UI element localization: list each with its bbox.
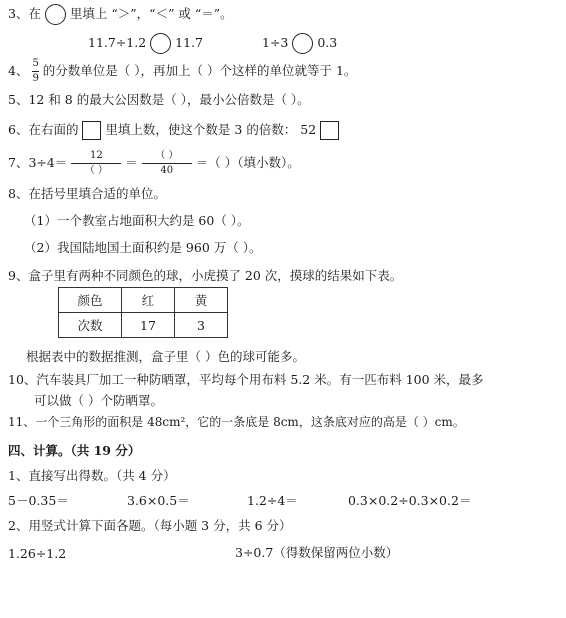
table-row [59,313,228,338]
q8-item-2: （2）我国陆地国土面积约是 960 万（ ）。 [24,240,262,255]
q4-text: 的分数单位是（ ），再加上（ ）个这样的单位就等于 1。 [42,63,357,78]
q4-prefix: 4、 [8,63,29,78]
s4q2-title: 2、用竖式计算下面各题。（每小题 3 分，共 6 分） [8,518,292,533]
q7-line: 7、3÷4＝ $\frac{12}{( )}$ ＝ $\frac{( )}{40}$ ＝（ ）（填小数）。 [8,150,300,176]
q7-f2-denominator: 40 [160,165,174,176]
q5-line: 5、12 和 8 的最大公因数是（ ），最小公倍数是（ ）。 [8,92,310,107]
q4-fraction-denominator: 9 [32,73,39,84]
table-cell: 3 [175,313,228,338]
q3a [88,33,203,54]
q3a-right: 11.7 [175,35,203,50]
table-header-cell: 红 [122,288,175,313]
q7-prefix: 7、3÷4＝ [8,155,68,170]
q3b-right: 0.3 [317,35,338,50]
q10-line-1: 10、汽车装具厂加工一种防晒罩，平均每个用布料 5.2 米。有一匹布料 100 米，最多 [8,372,484,387]
q4-line [8,58,356,85]
table-header-cell: 黄 [175,288,228,313]
s4q2-item-2: 3÷0.7（得数保留两位小数） [235,545,399,560]
q10-line-2: 可以做（ ）个防晒罩。 [34,393,163,408]
q11-line: 11、一个三角形的面积是 48cm²，它的一条底是 8cm，这条底对应的高是（ ）cm。 [8,415,465,429]
q7-f2-numerator[interactable]: （ ） [155,150,179,161]
s4q1-item-2: 3.6×0.5＝ [127,493,190,508]
section-4-title: 四、计算。（共 19 分） [8,443,141,458]
s4q1-item-1: 5－0.35＝ [8,493,69,508]
q3-answer-circle[interactable] [45,4,66,25]
q6-line [8,121,339,140]
s4q2-item-1: 1.26÷1.2 [8,546,67,561]
s4q1-title: 1、直接写出得数。（共 4 分） [8,468,176,483]
q8-item-1: （1）一个教室占地面积大约是 60（ ）。 [24,213,250,228]
q3-line [8,4,233,25]
q6-answer-box[interactable] [320,121,339,140]
q6-answer-box-example [82,121,101,140]
q7-suffix: ＝（ ）（填小数）。 [195,155,300,170]
q3-instruction: 里填上 “＞”，“＜” 或 “＝”。 [69,6,233,21]
s4q1-item-3: 1.2÷4＝ [247,493,298,508]
q9-result-table [58,287,228,338]
q3a-circle[interactable] [150,33,171,54]
q6-text2: 里填上数，使这个数是 3 的倍数： 52 [105,122,317,137]
q3a-left: 11.7÷1.2 [88,35,147,50]
q6-text: 6、在右面的 [8,122,79,137]
table-cell: 次数 [59,313,122,338]
q4-fraction [32,58,38,85]
q3b-circle[interactable] [292,33,313,54]
table-header-row [59,288,228,313]
table-cell: 17 [122,313,175,338]
table-header-cell: 颜色 [59,288,122,313]
q7-fraction-1 [71,150,121,177]
q7-f1-denominator[interactable]: （ ） [84,165,108,176]
q7-fraction-2 [142,150,192,177]
q3b-left: 1÷3 [262,35,289,50]
q4-fraction-numerator: 5 [32,58,39,69]
s4q1-item-4: 0.3×0.2÷0.3×0.2＝ [348,493,472,508]
q9-title: 9、盒子里有两种不同颜色的球，小虎摸了 20 次，摸球的结果如下表。 [8,268,403,283]
q7-f1-numerator: 12 [89,150,103,161]
q3-prefix: 3、在 [8,6,41,21]
q8-title: 8、在括号里填合适的单位。 [8,186,166,201]
q3b [262,33,337,54]
q9-conclusion: 根据表中的数据推测，盒子里（ ）色的球可能多。 [26,349,305,364]
